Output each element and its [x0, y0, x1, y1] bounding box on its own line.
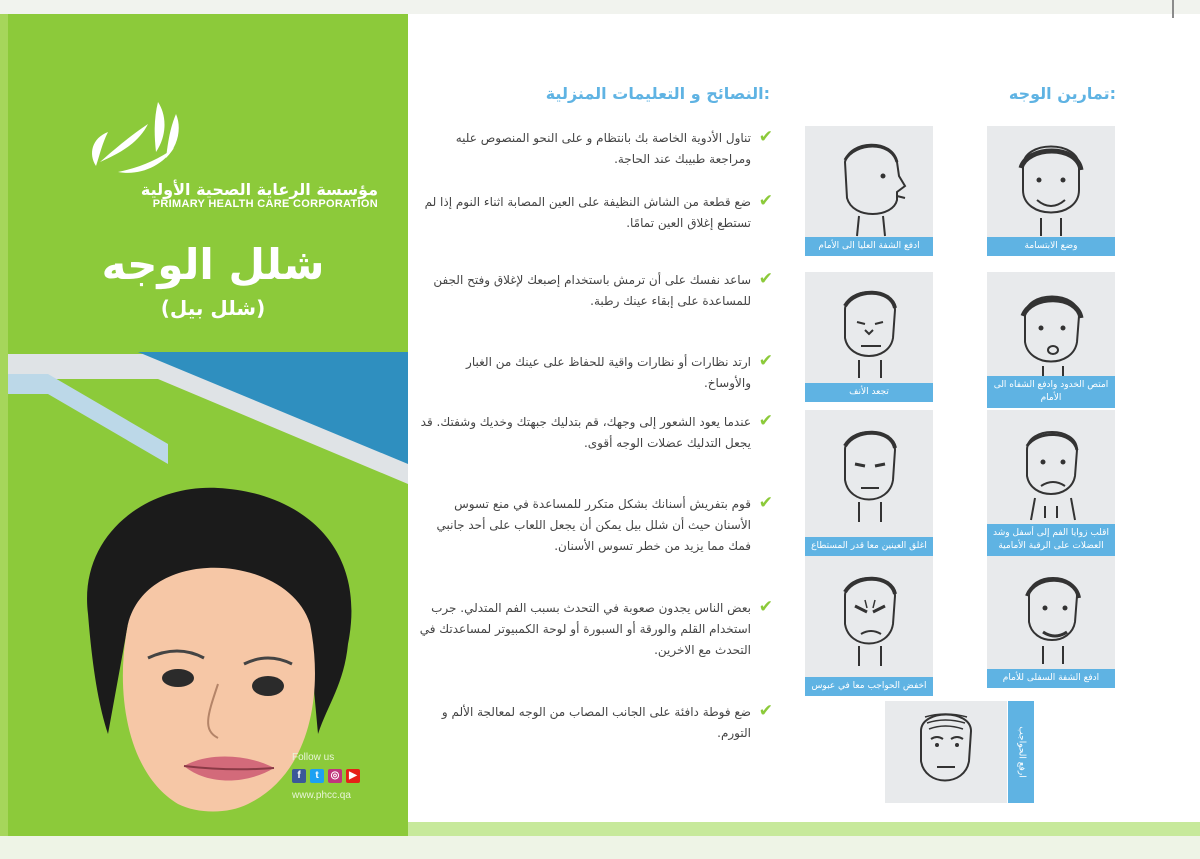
left-edge-bar [0, 14, 8, 859]
bottom-green-bar [408, 822, 1200, 836]
exercise-card-close-eyes [805, 410, 933, 556]
social-links [292, 769, 360, 783]
exercise-label: وضع الابتسامة [987, 237, 1115, 256]
list-item: ✔ تناول الأدوية الخاصة بك بانتظام و على النحو المنصوص عليه ومراجعة طبيبك عند الحاجة. [455, 127, 773, 166]
phcc-logo-icon [78, 94, 188, 194]
exercise-card-raise-eyebrows [885, 701, 1007, 803]
check-icon: ✔ [758, 597, 773, 617]
list-item: ✔ ضع قطعة من الشاش النظيفة على العين المصابة اثناء النوم إذا لم تستطع إغلاق العين تمامًا. [424, 191, 773, 230]
exercise-label: امتص الخدود وادفع الشفاه الى الأمام [987, 376, 1115, 408]
exercise-card-wrinkle-nose [805, 272, 933, 402]
exercise-card-smile [987, 126, 1115, 256]
list-item: ✔ عندما يعود الشعور إلى وجهك، قم بتدليك جبهتك وخديك وشفتك. قد يجعل التدليك عضلات الوجه أقوى. [420, 411, 773, 450]
list-item: ✔ قوم بتفريش أسنانك بشكل متكرر للمساعدة في منع تسوس الأسنان حيث أن شلل بيل يمكن أن يجعل اللعاب على أحد جانبي فمك مما يزيد من خطر تسوس الأسنان. [436, 493, 773, 553]
check-icon: ✔ [758, 351, 773, 371]
face-sketch-icon [885, 701, 1007, 803]
face-sketch-icon [805, 410, 933, 556]
instagram-icon[interactable]: ◎ [328, 769, 342, 783]
follow-us-label: Follow us [292, 752, 335, 763]
org-name-arabic: مؤسسة الرعاية الصحية الأولية [140, 180, 378, 199]
list-item: ✔ ساعد نفسك على أن ترمش باستخدام إصبعك لإغلاق وفتح الجفن للمساعدة على إبقاء عينك رطبة. [433, 269, 773, 308]
org-name-english: PRIMARY HEALTH CARE CORPORATION [152, 198, 378, 210]
exercise-label: اغلق العينين معا قدر المستطاع [805, 537, 933, 556]
check-icon: ✔ [758, 191, 773, 211]
page-bottom-margin [0, 836, 1200, 859]
exercise-label: ادفع الشفة السفلى للأمام [987, 669, 1115, 688]
cover-panel [8, 14, 408, 836]
list-item: ✔ بعض الناس يجدون صعوبة في التحدث بسبب الفم المتدلي. جرب استخدام القلم والورقة أو السبورة أو لوحة الكمبيوتر لمساعدتك في التحدث مع الاخرين. [419, 597, 773, 657]
trim-mark [1172, 0, 1174, 18]
exercise-card-turn-mouth-down [987, 410, 1115, 556]
check-icon: ✔ [758, 701, 773, 721]
check-icon: ✔ [758, 127, 773, 147]
exercise-label: اخفض الحواجب معا في عبوس [805, 677, 933, 696]
face-sketch-icon [805, 556, 933, 696]
exercise-card-push-upper-lip [805, 126, 933, 256]
list-item: ✔ ارتد نظارات أو نظارات واقية للحفاظ على عينك من الغبار والأوساخ. [466, 351, 773, 390]
decorative-stripes [8, 334, 408, 494]
exercise-card-push-lower-lip [987, 556, 1115, 688]
exercise-label: تجعد الأنف [805, 383, 933, 402]
advice-heading: النصائح و التعليمات المنزلية: [545, 84, 770, 103]
list-item: ✔ ضع فوطة دافئة على الجانب المصاب من الوجه لمعالجة الألم و التورم. [441, 701, 773, 740]
exercise-label-vertical: ارفع الحواجب [1008, 701, 1034, 803]
check-icon: ✔ [758, 269, 773, 289]
page-top-margin [0, 0, 1200, 14]
exercise-card-frown [805, 556, 933, 696]
exercise-card-suck-cheeks [987, 272, 1115, 408]
page-subtitle: (شلل بيل) [160, 296, 266, 320]
exercise-label: اقلب زوايا الفم إلى أسفل وشد العضلات على الرقبة الأمامية [987, 524, 1115, 556]
website-link[interactable]: www.phcc.qa [292, 790, 351, 801]
facebook-icon[interactable]: f [292, 769, 306, 783]
page-title: شلل الوجه [101, 240, 325, 289]
exercises-heading: تمارين الوجه: [1008, 84, 1116, 103]
check-icon: ✔ [758, 493, 773, 513]
exercise-label: ادفع الشفة العليا الى الأمام [805, 237, 933, 256]
check-icon: ✔ [758, 411, 773, 431]
twitter-icon[interactable]: t [310, 769, 324, 783]
youtube-icon[interactable]: ▶ [346, 769, 360, 783]
